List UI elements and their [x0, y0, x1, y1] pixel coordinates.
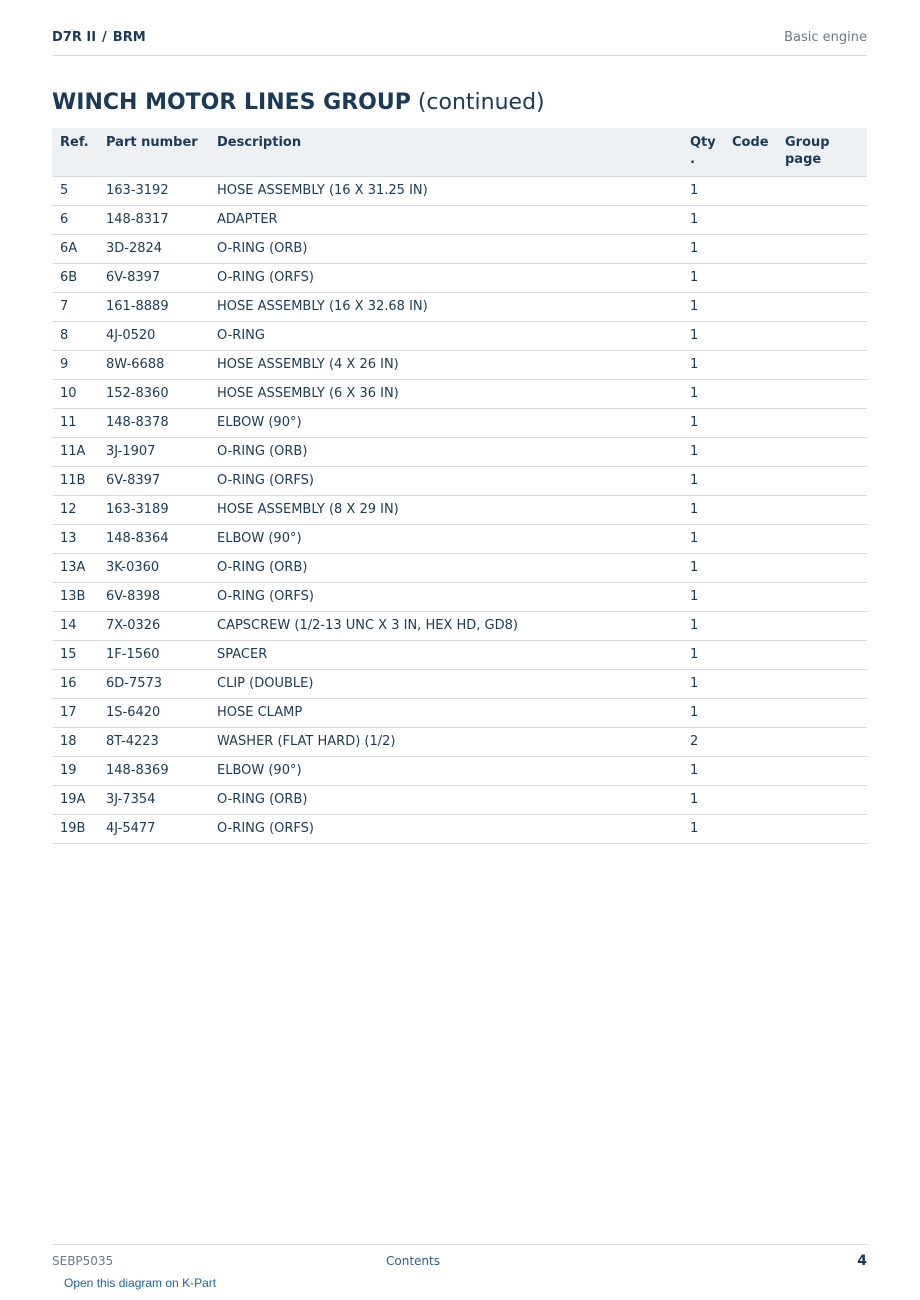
row-ref: 5	[60, 183, 69, 198]
row-part-number[interactable]: 3D-2824	[106, 241, 163, 256]
row-qty: 1	[690, 676, 699, 691]
row-group-page	[777, 669, 867, 698]
row-qty: 1	[690, 241, 699, 256]
row-qty: 1	[690, 183, 699, 198]
row-part-number[interactable]: 161-8889	[106, 299, 169, 314]
row-part-number[interactable]: 4J-0520	[106, 328, 156, 343]
row-code	[724, 437, 777, 466]
row-ref: 11B	[60, 473, 86, 488]
row-description: WASHER (FLAT HARD) (1/2)	[217, 734, 396, 749]
row-ref: 11A	[60, 444, 86, 459]
page-title	[52, 90, 545, 115]
row-ref: 17	[60, 705, 77, 720]
row-code	[724, 379, 777, 408]
row-group-page	[777, 756, 867, 785]
row-qty: 1	[690, 705, 699, 720]
row-description: HOSE CLAMP	[217, 705, 303, 720]
row-description: O-RING (ORB)	[217, 241, 308, 256]
row-group-page	[777, 640, 867, 669]
table-row	[52, 814, 867, 843]
row-code	[724, 553, 777, 582]
row-qty: 1	[690, 618, 699, 633]
row-ref: 16	[60, 676, 77, 691]
row-group-page	[777, 524, 867, 553]
row-description: HOSE ASSEMBLY (16 X 31.25 IN)	[217, 183, 428, 198]
row-group-page	[777, 785, 867, 814]
table-row	[52, 640, 867, 669]
row-description: O-RING (ORB)	[217, 560, 308, 575]
row-part-number[interactable]: 152-8360	[106, 386, 169, 401]
row-code	[724, 727, 777, 756]
table-row	[52, 553, 867, 582]
row-part-number[interactable]: 148-8369	[106, 763, 169, 778]
row-ref: 9	[60, 357, 69, 372]
row-ref: 7	[60, 299, 69, 314]
table-row	[52, 437, 867, 466]
row-description: ELBOW (90°)	[217, 763, 302, 778]
row-part-number[interactable]: 4J-5477	[106, 821, 156, 836]
row-part-number[interactable]: 8W-6688	[106, 357, 165, 372]
row-ref: 13	[60, 531, 77, 546]
table-row	[52, 756, 867, 785]
row-code	[724, 698, 777, 727]
model-name: D7R II	[52, 30, 97, 45]
row-ref: 18	[60, 734, 77, 749]
row-qty: 1	[690, 357, 699, 372]
row-code	[724, 814, 777, 843]
row-description: O-RING (ORFS)	[217, 270, 314, 285]
model-breadcrumb	[52, 30, 146, 45]
row-qty: 1	[690, 212, 699, 227]
kpart-link[interactable]: Open this diagram on K-Part	[64, 1276, 217, 1290]
column-header-group-page: Group page	[785, 135, 830, 167]
table-row	[52, 698, 867, 727]
row-ref: 12	[60, 502, 77, 517]
row-part-number[interactable]: 3J-1907	[106, 444, 156, 459]
row-qty: 2	[690, 734, 699, 749]
row-part-number[interactable]: 148-8317	[106, 212, 169, 227]
serial-prefix: BRM	[112, 30, 146, 45]
row-part-number[interactable]: 163-3189	[106, 502, 169, 517]
row-group-page	[777, 727, 867, 756]
contents-link[interactable]: Contents	[386, 1254, 440, 1268]
row-ref: 19B	[60, 821, 86, 836]
row-qty: 1	[690, 531, 699, 546]
row-code	[724, 756, 777, 785]
table-row	[52, 205, 867, 234]
row-qty: 1	[690, 792, 699, 807]
row-code	[724, 408, 777, 437]
table-row	[52, 582, 867, 611]
row-part-number[interactable]: 6V-8397	[106, 473, 161, 488]
table-row	[52, 785, 867, 814]
row-description: ELBOW (90°)	[217, 415, 302, 430]
row-ref: 14	[60, 618, 77, 633]
row-description: O-RING (ORB)	[217, 444, 308, 459]
row-ref: 10	[60, 386, 77, 401]
row-code	[724, 234, 777, 263]
row-qty: 1	[690, 473, 699, 488]
row-part-number[interactable]: 7X-0326	[106, 618, 161, 633]
row-code	[724, 785, 777, 814]
row-description: HOSE ASSEMBLY (6 X 36 IN)	[217, 386, 399, 401]
row-part-number[interactable]: 3K-0360	[106, 560, 160, 575]
row-part-number[interactable]: 1S-6420	[106, 705, 161, 720]
row-ref: 13B	[60, 589, 86, 604]
row-description: SPACER	[217, 647, 268, 662]
row-qty: 1	[690, 560, 699, 575]
row-part-number[interactable]: 1F-1560	[106, 647, 160, 662]
column-header-description: Description	[217, 135, 302, 150]
row-description: CLIP (DOUBLE)	[217, 676, 314, 691]
row-code	[724, 263, 777, 292]
table-row	[52, 176, 867, 205]
table-row	[52, 727, 867, 756]
page-footer	[52, 1244, 867, 1269]
document-id: SEBP5035	[52, 1254, 114, 1268]
row-ref: 6A	[60, 241, 78, 256]
row-description: ELBOW (90°)	[217, 531, 302, 546]
row-group-page	[777, 437, 867, 466]
column-header-ref: Ref.	[60, 135, 89, 150]
row-qty: 1	[690, 589, 699, 604]
column-header-code: Code	[732, 135, 769, 150]
breadcrumb-separator: /	[102, 30, 107, 45]
row-code	[724, 640, 777, 669]
table-row	[52, 524, 867, 553]
row-code	[724, 321, 777, 350]
row-description: HOSE ASSEMBLY (4 X 26 IN)	[217, 357, 399, 372]
row-part-number[interactable]: 6D-7573	[106, 676, 163, 691]
row-group-page	[777, 379, 867, 408]
row-code	[724, 669, 777, 698]
table-row	[52, 263, 867, 292]
page-header	[52, 28, 867, 56]
column-header-part-number: Part number	[106, 135, 198, 150]
row-part-number[interactable]: 3J-7354	[106, 792, 156, 807]
row-ref: 19A	[60, 792, 86, 807]
row-description: O-RING (ORB)	[217, 792, 308, 807]
row-group-page	[777, 321, 867, 350]
row-code	[724, 524, 777, 553]
row-group-page	[777, 234, 867, 263]
table-row	[52, 466, 867, 495]
row-group-page	[777, 814, 867, 843]
table-row	[52, 379, 867, 408]
table-row	[52, 408, 867, 437]
row-qty: 1	[690, 328, 699, 343]
row-code	[724, 495, 777, 524]
row-group-page	[777, 698, 867, 727]
row-part-number[interactable]: 148-8364	[106, 531, 169, 546]
row-group-page	[777, 611, 867, 640]
row-ref: 6	[60, 212, 69, 227]
row-ref: 11	[60, 415, 77, 430]
row-qty: 1	[690, 821, 699, 836]
parts-table	[52, 128, 867, 844]
row-code	[724, 205, 777, 234]
row-code	[724, 292, 777, 321]
row-code	[724, 350, 777, 379]
row-group-page	[777, 553, 867, 582]
row-part-number[interactable]: 148-8378	[106, 415, 169, 430]
row-group-page	[777, 495, 867, 524]
parts-table-body	[52, 176, 867, 843]
row-part-number[interactable]: 8T-4223	[106, 734, 159, 749]
row-part-number[interactable]: 6V-8398	[106, 589, 161, 604]
row-qty: 1	[690, 647, 699, 662]
table-row	[52, 321, 867, 350]
continued-label: (continued)	[417, 90, 545, 115]
row-group-page	[777, 408, 867, 437]
row-code	[724, 176, 777, 205]
row-description: ADAPTER	[217, 212, 278, 227]
row-group-page	[777, 350, 867, 379]
row-group-page	[777, 582, 867, 611]
row-description: O-RING (ORFS)	[217, 821, 314, 836]
row-qty: 1	[690, 270, 699, 285]
row-qty: 1	[690, 502, 699, 517]
section-name: Basic engine	[784, 30, 867, 45]
table-row	[52, 292, 867, 321]
row-part-number[interactable]: 163-3192	[106, 183, 169, 198]
table-row	[52, 611, 867, 640]
row-description: O-RING	[217, 328, 265, 343]
row-group-page	[777, 263, 867, 292]
row-qty: 1	[690, 415, 699, 430]
row-code	[724, 582, 777, 611]
table-row	[52, 350, 867, 379]
row-description: O-RING (ORFS)	[217, 589, 314, 604]
row-qty: 1	[690, 763, 699, 778]
row-group-page	[777, 176, 867, 205]
group-title: WINCH MOTOR LINES GROUP	[52, 90, 411, 115]
row-ref: 19	[60, 763, 77, 778]
table-row	[52, 234, 867, 263]
row-qty: 1	[690, 386, 699, 401]
row-description: HOSE ASSEMBLY (16 X 32.68 IN)	[217, 299, 428, 314]
row-group-page	[777, 466, 867, 495]
row-part-number[interactable]: 6V-8397	[106, 270, 161, 285]
row-ref: 13A	[60, 560, 86, 575]
page-number: 4	[857, 1253, 867, 1269]
table-row	[52, 495, 867, 524]
row-group-page	[777, 292, 867, 321]
row-description: O-RING (ORFS)	[217, 473, 314, 488]
row-qty: 1	[690, 299, 699, 314]
table-row	[52, 669, 867, 698]
row-qty: 1	[690, 444, 699, 459]
row-code	[724, 466, 777, 495]
row-ref: 15	[60, 647, 77, 662]
table-header-row	[52, 128, 867, 176]
row-code	[724, 611, 777, 640]
row-description: CAPSCREW (1/2-13 UNC X 3 IN, HEX HD, GD8)	[217, 618, 518, 633]
row-group-page	[777, 205, 867, 234]
row-ref: 6B	[60, 270, 78, 285]
column-header-qty: Qty .	[690, 135, 716, 167]
row-ref: 8	[60, 328, 69, 343]
row-description: HOSE ASSEMBLY (8 X 29 IN)	[217, 502, 399, 517]
